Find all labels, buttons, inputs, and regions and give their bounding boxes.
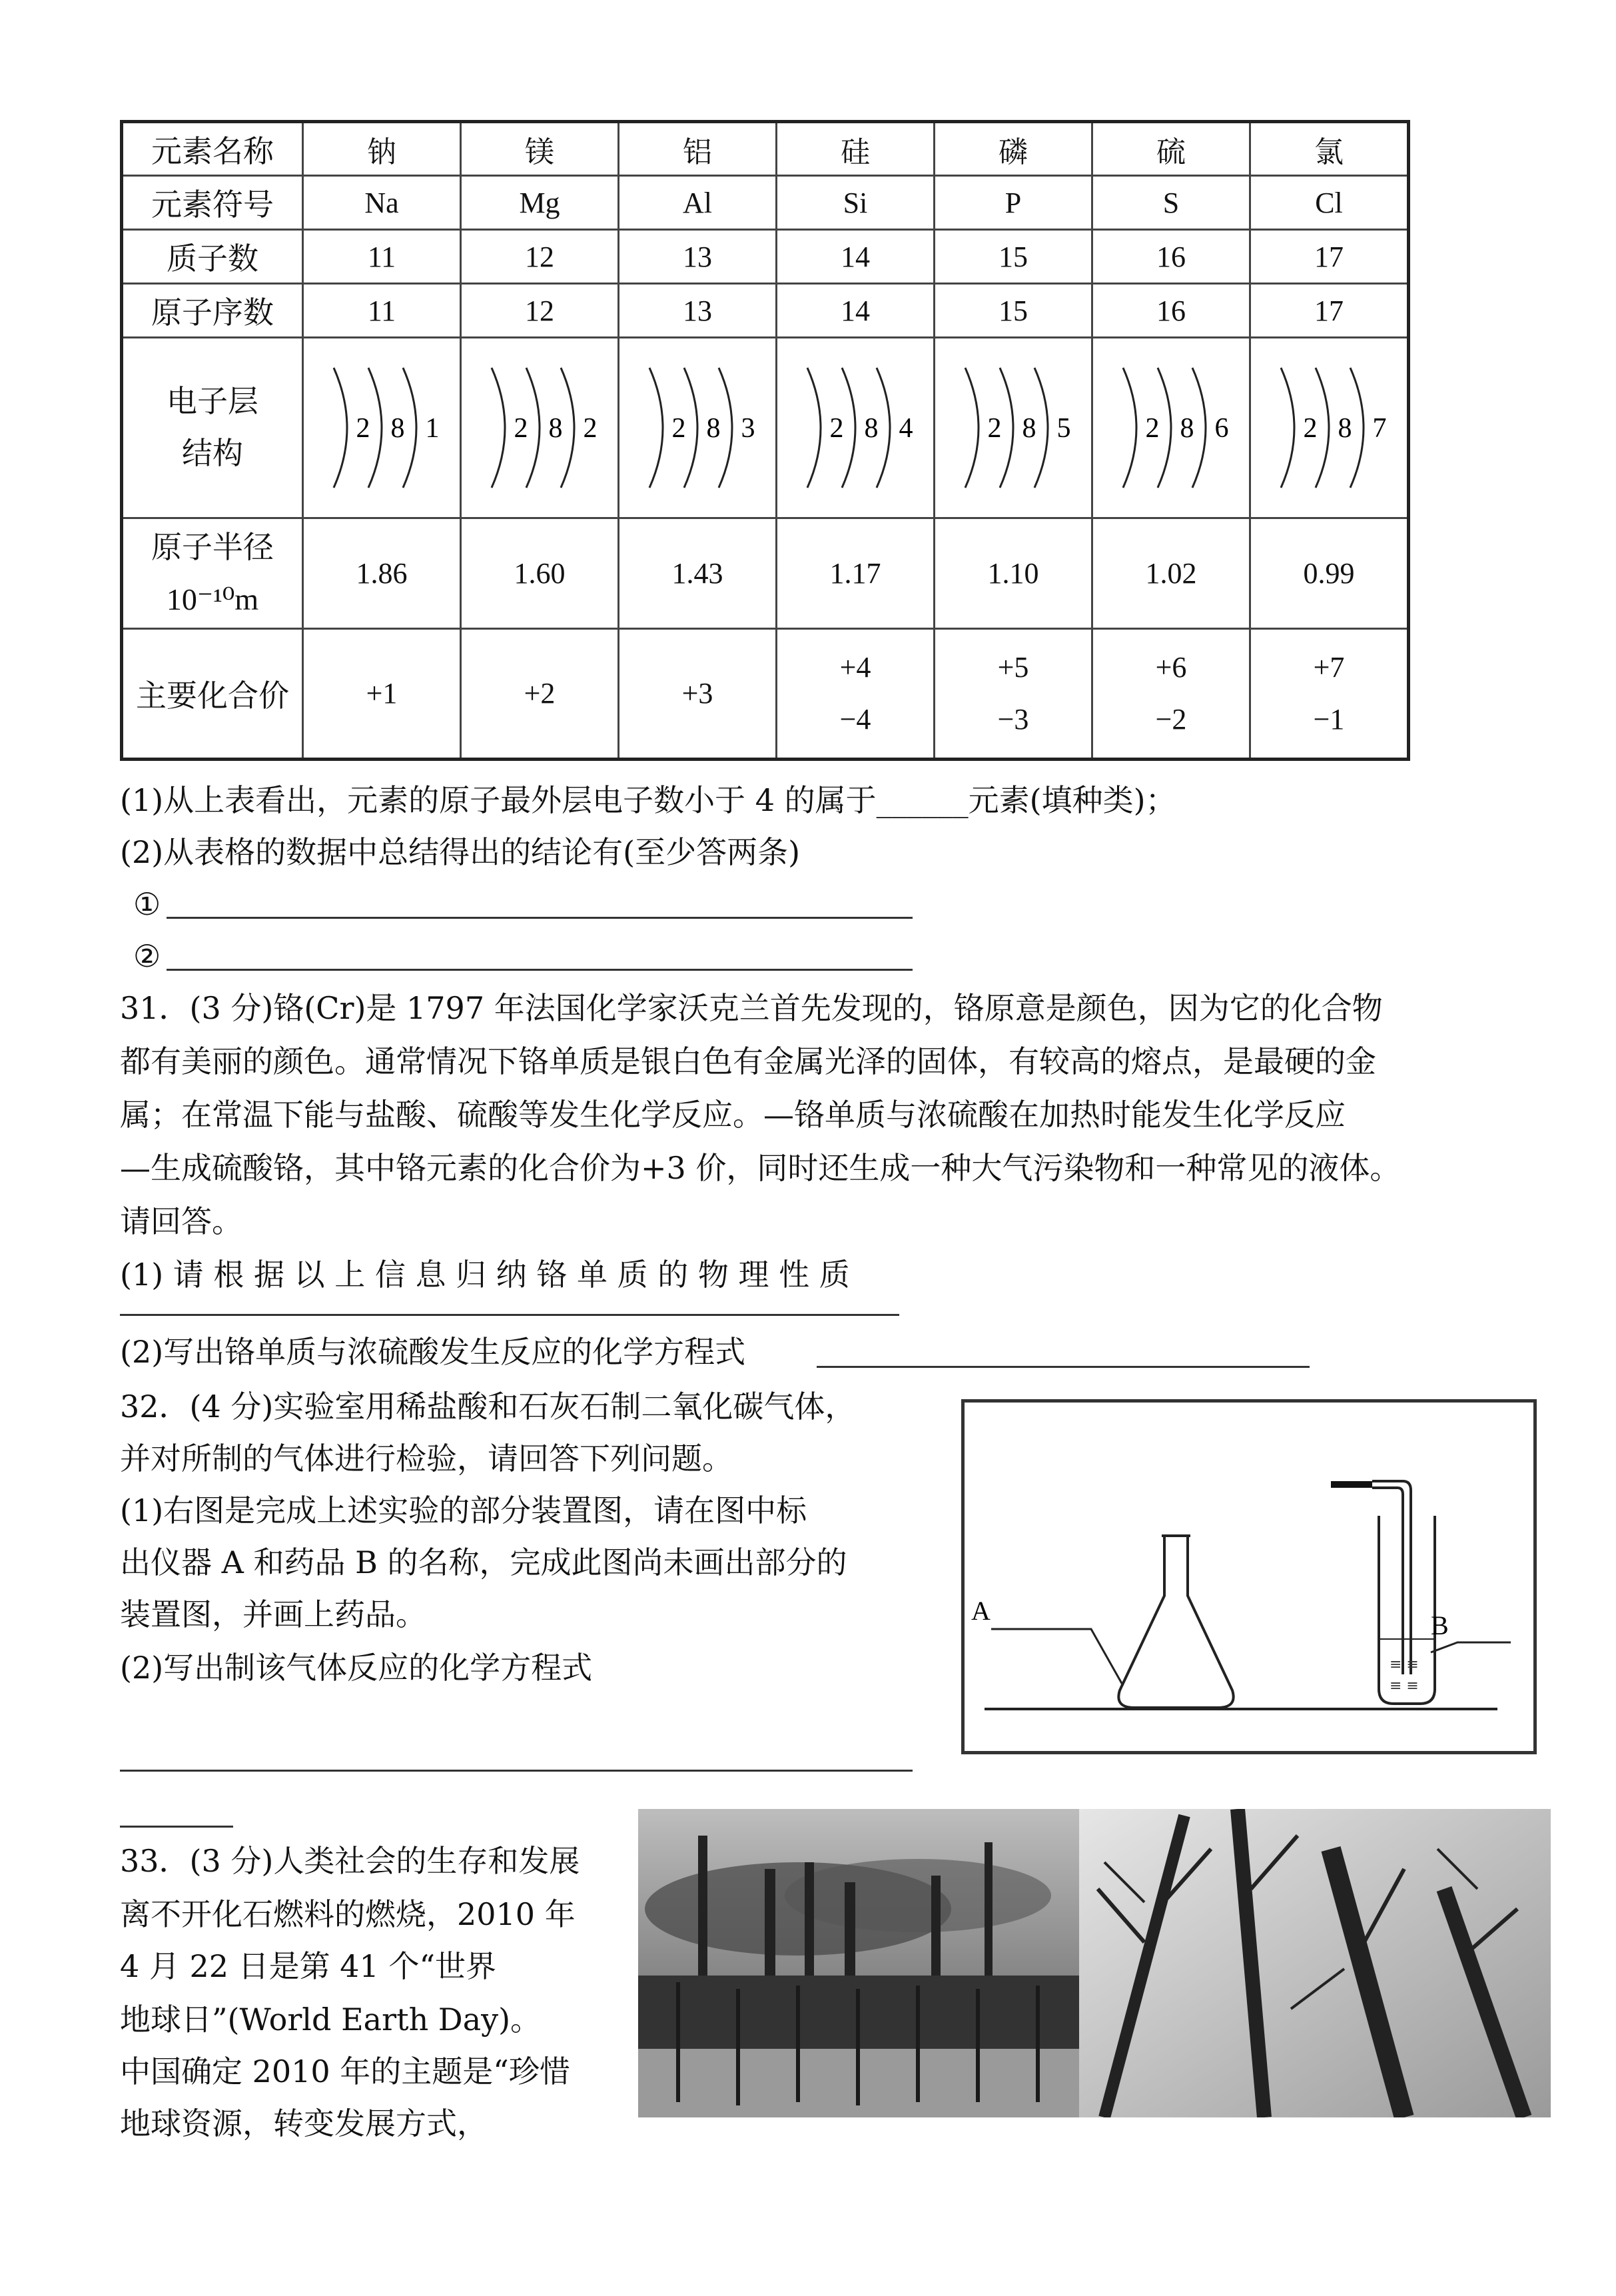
electron-shell-arc [1034,368,1048,488]
row-header: 质子数 [122,230,303,284]
electron-shell-arc [1192,368,1206,488]
q32-line-2: 并对所制的气体进行检验，请回答下列问题。 [120,1440,733,1476]
electron-shell-diagram [789,354,922,501]
q32-line-5: 装置图，并画上药品。 [120,1596,426,1632]
atomic-number: 11 [303,284,461,338]
element-symbol: Si [777,176,935,230]
element-table [120,120,1410,761]
radius-unit: 10⁻¹⁰m [166,582,259,616]
element-symbol: Mg [461,176,619,230]
q32-line-6: (2)写出制该气体反应的化学方程式 [120,1650,593,1686]
q32-line-4: 出仪器 A 和药品 B 的名称，完成此图尚未画出部分的 [120,1544,847,1580]
row-header: 原子序数 [122,284,303,338]
row-element-name [122,122,1409,176]
valence-negative: −2 [1155,703,1187,736]
q33-line-6: 地球资源，转变发展方式， [120,2105,488,2141]
row-header: 元素名称 [122,122,303,176]
electron-count: 5 [1056,413,1071,444]
electron-shell-arc [719,368,732,488]
delivery-tube [1331,1481,1411,1674]
electron-shell-arc [1316,368,1329,488]
electron-count: 8 [1022,413,1036,444]
dead-trees-photo [1079,1809,1551,2117]
q33-line-1: 33．(3 分)人类社会的生存和发展 [120,1843,580,1879]
q31-line-2: 都有美丽的颜色。通常情况下铬单质是银白色有金属光泽的固体，有较高的熔点，是最硬的金 [120,1043,1376,1079]
electron-shell-arc [368,368,382,488]
electron-shell-arc [1281,368,1294,488]
shell-cell [303,338,461,518]
row-header-line: 原子半径 [151,530,274,564]
proton-count: 17 [1250,230,1409,284]
electron-shell-arc [877,368,890,488]
svg-text:≡ ≡: ≡ ≡ [1390,1656,1419,1673]
q31-question-2: (2)写出铬单质与浓硫酸发生反应的化学方程式 [120,1334,746,1370]
q32-line-3: (1)右图是完成上述实验的部分装置图，请在图中标 [120,1492,807,1528]
atomic-radius: 1.60 [461,518,619,629]
valence [1092,629,1250,760]
q33-line-4: 地球日”(World Earth Day)。 [120,2002,542,2037]
q30-answer-2-marker: ② [133,938,161,974]
element-name: 钠 [303,122,461,176]
valence [1250,629,1409,760]
pollution-photos [638,1809,1551,2117]
electron-shell-arc [561,368,574,488]
electron-count: 4 [899,413,913,444]
valence-negative: −3 [997,703,1029,736]
electron-count: 2 [671,413,686,444]
label-b-pointer [1431,1642,1511,1652]
atomic-number: 17 [1250,284,1409,338]
element-name: 铝 [619,122,777,176]
proton-count: 14 [777,230,935,284]
electron-count: 7 [1372,413,1387,444]
electron-shell-arc [403,368,416,488]
electron-count: 8 [864,413,879,444]
electron-shell-arc [684,368,697,488]
proton-count: 12 [461,230,619,284]
q31-answer-1-line[interactable] [120,1314,899,1316]
element-symbol: P [935,176,1092,230]
q31-line-3: 属；在常温下能与盐酸、硫酸等发生化学反应。—铬单质与浓硫酸在加热时能发生化学反应 [120,1097,1346,1133]
valence-positive: +5 [997,651,1029,684]
element-name: 硫 [1092,122,1250,176]
element-name: 磷 [935,122,1092,176]
electron-shell-arc [649,368,663,488]
q31-line-4: —生成硫酸铬，其中铬元素的化合价为+3 价，同时还生成一种大气污染物和一种常见的液体。 [120,1150,1401,1186]
svg-text:≡ ≡: ≡ ≡ [1390,1678,1419,1694]
q31-line-1: 31．(3 分)铬(Cr)是 1797 年法国化学家沃克兰首先发现的，铬原意是颜色，因为它的化合物 [120,990,1383,1026]
q30-part2: (2)从表格的数据中总结得出的结论有(至少答两条) [120,834,801,870]
valence-positive: +7 [1313,651,1345,684]
element-name: 镁 [461,122,619,176]
electron-count: 8 [1180,413,1194,444]
element-symbol: Cl [1250,176,1409,230]
valence: +3 [619,629,777,760]
q32-answer-line-continued[interactable] [120,1826,233,1828]
atomic-number: 16 [1092,284,1250,338]
atomic-radius: 1.86 [303,518,461,629]
row-header-line: 电子层 [167,384,258,418]
electron-count: 6 [1214,413,1229,444]
atomic-number: 13 [619,284,777,338]
q33-line-5: 中国确定 2010 年的主题是“珍惜 [120,2053,570,2089]
q30-part1: (1)从上表看出，元素的原子最外层电子数小于 4 的属于______元素(填种类)； [120,782,1176,818]
q31-question-1: (1) 请 根 据 以 上 信 息 归 纳 铬 单 质 的 物 理 性 质 [120,1257,850,1293]
proton-count: 15 [935,230,1092,284]
electron-shell-diagram [473,354,606,501]
electron-shell-arc [807,368,821,488]
shell-cell [461,338,619,518]
valence [935,629,1092,760]
shell-cell [619,338,777,518]
element-symbol: S [1092,176,1250,230]
element-name: 硅 [777,122,935,176]
valence: +1 [303,629,461,760]
valence: +2 [461,629,619,760]
atomic-radius: 1.10 [935,518,1092,629]
q32-answer-line[interactable] [120,1770,913,1772]
test-tube [1379,1516,1435,1704]
electron-shell-diagram [315,354,448,501]
valence-positive: +4 [839,651,871,684]
conical-flask [1118,1536,1233,1708]
proton-count: 16 [1092,230,1250,284]
q30-answer-2-line[interactable] [167,969,913,971]
proton-count: 13 [619,230,777,284]
electron-shell-diagram [1262,354,1396,501]
electron-count: 8 [706,413,721,444]
electron-shell-arc [965,368,979,488]
electron-count: 8 [390,413,405,444]
shell-cell [777,338,935,518]
element-name: 氯 [1250,122,1409,176]
q31-line-5: 请回答。 [120,1203,242,1239]
photo-drawing [638,1809,1551,2117]
row-electron-shells [122,338,1409,518]
valence-positive: +6 [1155,651,1187,684]
atomic-number: 15 [935,284,1092,338]
proton-count: 11 [303,230,461,284]
electron-count: 2 [356,413,370,444]
row-proton-count [122,230,1409,284]
electron-count: 2 [1145,413,1160,444]
q33-line-3: 4 月 22 日是第 41 个“世界 [120,1948,496,1984]
electron-shell-arc [1123,368,1136,488]
electron-count: 2 [829,413,844,444]
row-atomic-number [122,284,1409,338]
label-b: B [1431,1610,1449,1640]
q33-line-2: 离不开化石燃料的燃烧，2010 年 [120,1896,576,1932]
electron-count: 1 [425,413,440,444]
apparatus-drawing [965,1403,1533,1751]
electron-count: 2 [583,413,598,444]
atomic-radius: 1.02 [1092,518,1250,629]
shell-cell [935,338,1092,518]
electron-shell-diagram [1104,354,1238,501]
electron-shell-arc [1000,368,1013,488]
electron-count: 3 [741,413,755,444]
q30-answer-1-line[interactable] [167,917,913,919]
electron-shell-arc [1350,368,1364,488]
valence-negative: −4 [839,703,871,736]
label-a-pointer [991,1629,1123,1686]
element-symbol: Na [303,176,461,230]
q30-answer-1-marker: ① [133,886,161,922]
shell-cell [1250,338,1409,518]
valence-negative: −1 [1313,703,1345,736]
electron-count: 2 [514,413,528,444]
row-atomic-radius [122,518,1409,629]
electron-shell-diagram [631,354,764,501]
electron-count: 8 [548,413,563,444]
factory-smoke-photo [638,1809,1079,2117]
q31-answer-2-line[interactable] [817,1366,1310,1368]
electron-shell-arc [334,368,347,488]
row-header [122,518,303,629]
row-element-symbol [122,176,1409,230]
electron-shell-arc [526,368,540,488]
atomic-radius: 0.99 [1250,518,1409,629]
electron-shell-arc [842,368,855,488]
atomic-number: 12 [461,284,619,338]
row-header: 主要化合价 [122,629,303,760]
atomic-radius: 1.17 [777,518,935,629]
element-symbol: Al [619,176,777,230]
atomic-radius: 1.43 [619,518,777,629]
apparatus-figure [961,1399,1537,1754]
electron-shell-diagram [947,354,1080,501]
row-header: 元素符号 [122,176,303,230]
row-header [122,338,303,518]
shell-cell [1092,338,1250,518]
valence [777,629,935,760]
row-header-line: 结构 [182,436,243,470]
row-valence [122,629,1409,760]
electron-count: 2 [987,413,1002,444]
electron-count: 2 [1303,413,1318,444]
label-a: A [971,1596,991,1626]
q32-line-1: 32．(4 分)实验室用稀盐酸和石灰石制二氧化碳气体， [120,1389,856,1425]
electron-shell-arc [1158,368,1171,488]
electron-shell-arc [492,368,505,488]
electron-count: 8 [1338,413,1352,444]
atomic-number: 14 [777,284,935,338]
